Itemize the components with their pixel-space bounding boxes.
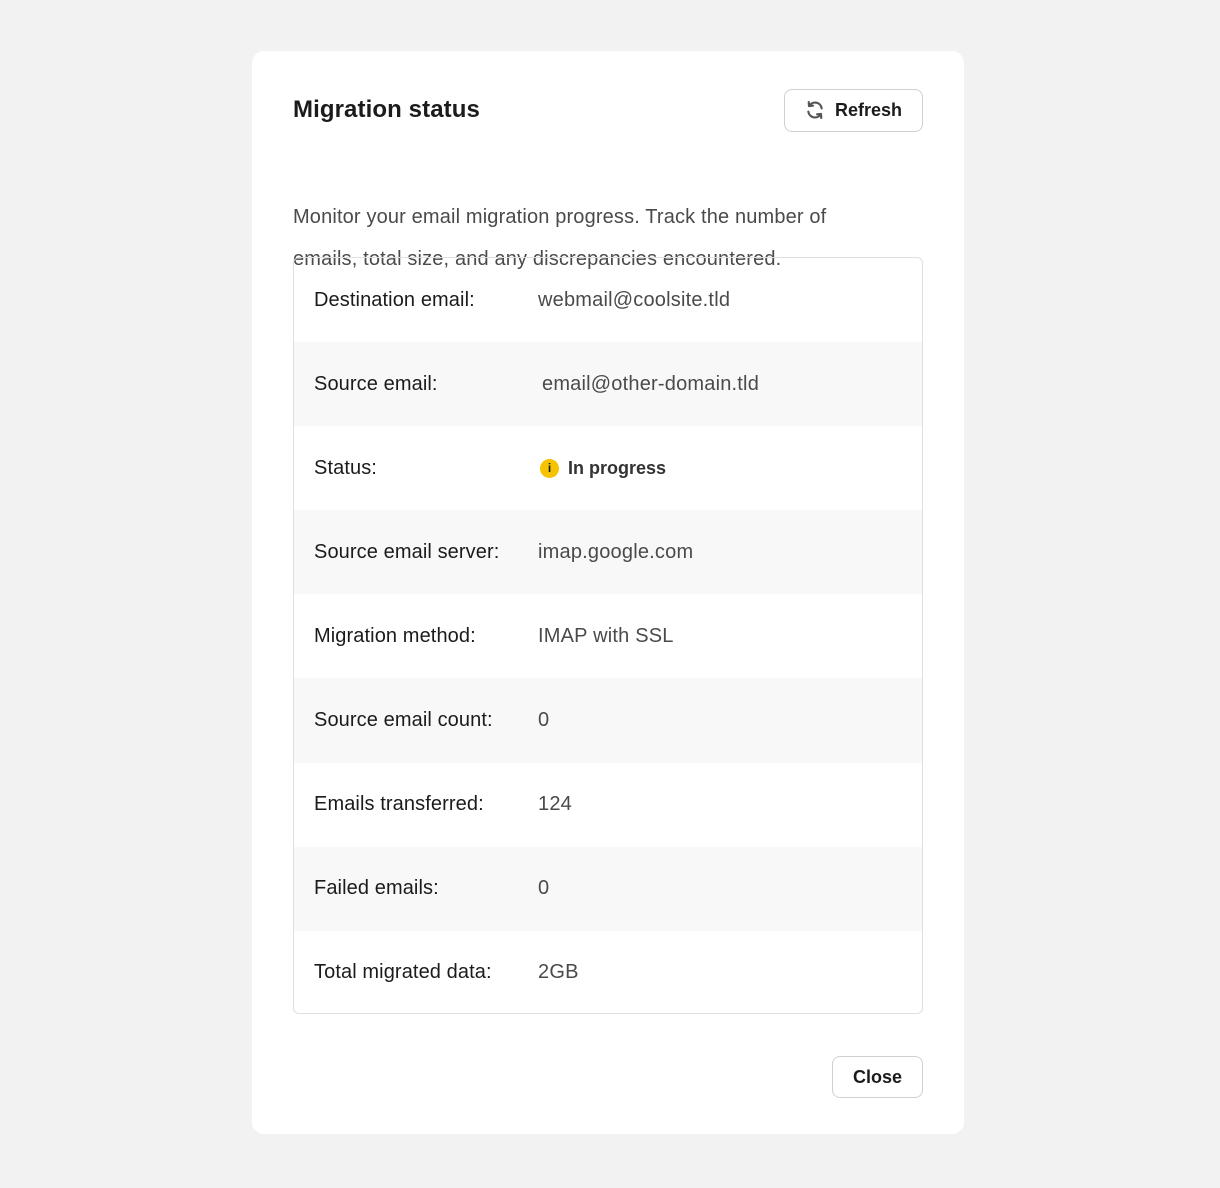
detail-row-source-email-count bbox=[294, 678, 922, 762]
detail-label: Migration method: bbox=[314, 624, 476, 647]
dialog-title: Migration status bbox=[293, 96, 480, 123]
detail-row-destination-email bbox=[294, 258, 922, 342]
migration-method-value: IMAP with SSL bbox=[538, 624, 674, 647]
emails-transferred-value: 124 bbox=[538, 793, 572, 816]
detail-row-emails-transferred bbox=[294, 763, 922, 847]
detail-label: Source email server: bbox=[314, 540, 500, 563]
detail-row-source-server bbox=[294, 510, 922, 594]
status-badge bbox=[538, 458, 666, 479]
detail-label: Failed emails: bbox=[314, 877, 439, 900]
source-server-value: imap.google.com bbox=[538, 540, 694, 563]
detail-row-failed-emails bbox=[294, 847, 922, 931]
source-email-value: email@other-domain.tld bbox=[542, 372, 760, 395]
detail-label: Source email count: bbox=[314, 709, 493, 732]
refresh-button-label: Refresh bbox=[834, 99, 903, 120]
detail-row-status bbox=[294, 426, 922, 510]
detail-row-migration-method bbox=[294, 594, 922, 678]
detail-label: Source email: bbox=[314, 372, 438, 395]
dialog-header bbox=[293, 88, 923, 132]
refresh-button[interactable] bbox=[784, 89, 923, 132]
info-icon: i bbox=[540, 459, 559, 478]
detail-label: Destination email: bbox=[314, 288, 475, 311]
source-email-count-value: 0 bbox=[538, 709, 550, 732]
detail-row-total-migrated-data bbox=[294, 931, 922, 1014]
total-migrated-data-value: 2GB bbox=[538, 961, 579, 984]
detail-label: Total migrated data: bbox=[314, 961, 492, 984]
detail-row-source-email bbox=[294, 342, 922, 426]
refresh-icon bbox=[805, 100, 825, 120]
close-button[interactable]: Close bbox=[832, 1056, 923, 1098]
migration-status-dialog bbox=[252, 51, 964, 1134]
detail-label: Emails transferred: bbox=[314, 793, 484, 816]
status-value: In progress bbox=[568, 457, 667, 478]
dialog-description: Monitor your email migration progress. Track the number of emails, total size, and any discrepancies encountered. bbox=[293, 206, 827, 270]
destination-email-value: webmail@coolsite.tld bbox=[538, 288, 731, 311]
failed-emails-value: 0 bbox=[538, 877, 550, 900]
migration-details-table bbox=[293, 257, 923, 1014]
detail-label: Status: bbox=[314, 456, 377, 479]
